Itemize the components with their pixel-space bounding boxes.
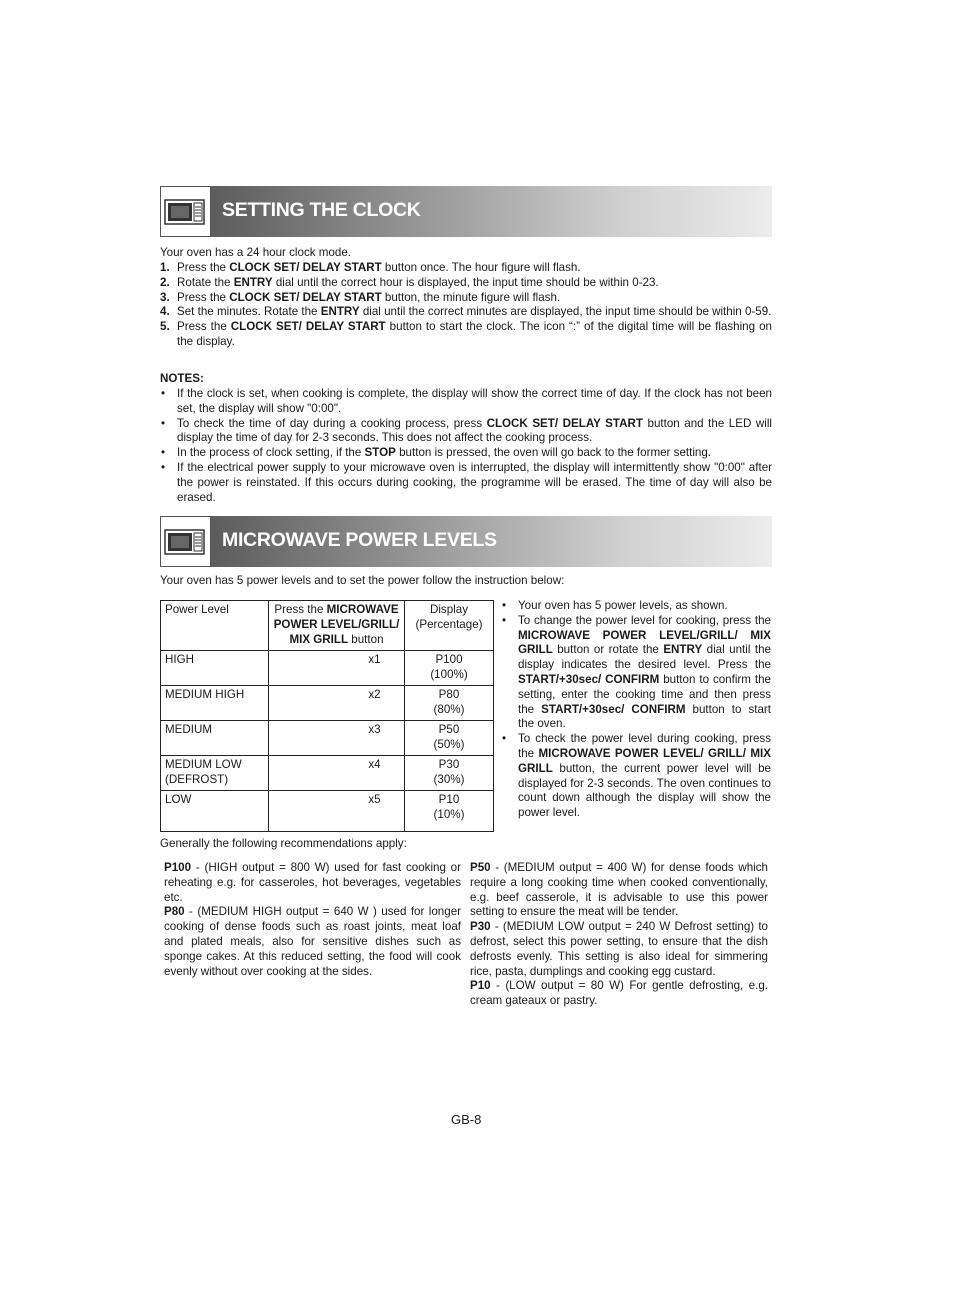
- notes-title: NOTES:: [160, 372, 204, 385]
- step-bold: ENTRY: [233, 275, 273, 289]
- table-row: [161, 686, 494, 721]
- section-header-clock: [160, 186, 772, 237]
- bullet-icon: •: [161, 387, 166, 400]
- rec-text: - (HIGH output = 800 W) used for fast cooking or reheating e.g. for casseroles, hot beverages, vegetables etc.: [164, 861, 461, 904]
- list-item: [160, 461, 772, 505]
- press-cell: x1: [269, 651, 405, 686]
- step-bold: ENTRY: [320, 305, 360, 319]
- display-pct: (100%): [430, 667, 468, 681]
- bullet-bold: MICROWAVE POWER LEVEL/GRILL/ MIX GRILL: [518, 628, 771, 657]
- note-text: To check the time of day during a cooking process, press: [177, 416, 487, 430]
- rec-code: P80: [164, 905, 185, 919]
- rec-text: - (MEDIUM HIGH output = 640 W ) used for longer cooking of dense foods such as roast joints, meat loaf and plated meals, also for sensitive dishes such as sponge cakes. At this reduced setting, the food will cook evenly without over cooking at the sides.: [164, 905, 461, 978]
- page-number: GB-8: [451, 1112, 482, 1127]
- display-code: P30: [438, 758, 460, 771]
- list-item: [160, 305, 772, 320]
- note-bold: STOP: [364, 446, 396, 460]
- recommendation: [164, 861, 461, 905]
- level-cell: MEDIUM HIGH: [161, 686, 269, 721]
- display-pct: (80%): [433, 702, 465, 716]
- note-text: If the clock is set, when cooking is complete, the display will show the correct time of day. If the clock has not been set, the display will show "0:00".: [177, 387, 772, 415]
- bullet-bold: MICROWAVE POWER LEVEL/ GRILL/ MIX GRILL: [518, 746, 771, 775]
- step-text: button once. The hour figure will flash.: [381, 261, 581, 274]
- level-cell: LOW: [161, 791, 269, 832]
- microwave-icon: [160, 186, 211, 237]
- display-cell: [405, 651, 494, 686]
- recommendations-intro: Generally the following recommendations apply:: [160, 837, 407, 850]
- clock-intro: Your oven has a 24 hour clock mode.: [160, 246, 351, 259]
- rec-text: - (MEDIUM LOW output = 240 W Defrost setting) to defrost, select this power setting, to ensure that the dish defrosts evenly. This setting is also ideal for simmering rice, pasta, dumplings and cooking egg custard.: [470, 920, 768, 978]
- table-row: [161, 756, 494, 791]
- step-text: Press the: [177, 261, 230, 274]
- step-text: Set the minutes. Rotate the: [177, 305, 321, 319]
- list-item: [501, 614, 771, 732]
- note-text: button is pressed, the oven will go back to the former setting.: [395, 446, 712, 460]
- bullet-icon: •: [161, 460, 166, 474]
- recommendation: [470, 861, 768, 920]
- step-number: 4.: [160, 305, 170, 319]
- step-text: Press the: [177, 290, 230, 304]
- note-text: button and the LED will display the time of day for 2-3 seconds. This does not affect the cooking process.: [177, 416, 772, 445]
- display-pct: (50%): [433, 737, 465, 751]
- clock-steps: [160, 261, 772, 350]
- rec-code: P10: [470, 979, 491, 993]
- bullet-text: button to confirm the setting, enter the cooking time and then press the: [518, 672, 771, 716]
- step-text: button to start the clock. The icon “:” of the digital time will be flashing on the display.: [177, 320, 772, 348]
- display-code: P80: [438, 688, 460, 701]
- header-cell: [269, 601, 405, 651]
- header-text: button: [348, 632, 384, 646]
- recommendations-right: [470, 861, 768, 1009]
- list-item: [160, 261, 772, 276]
- bullet-text: Your oven has 5 power levels, as shown.: [518, 599, 728, 612]
- rec-text: - (LOW output = 80 W) For gentle defrosting, e.g. cream gateaux or pastry.: [470, 979, 768, 1008]
- step-number: 3.: [160, 290, 170, 304]
- bullet-text: button, the current power level will be displayed for 2-3 seconds. The oven continues to count down although the display will show the power level.: [518, 761, 771, 820]
- display-code: P50: [438, 723, 460, 736]
- display-code: P10: [438, 793, 460, 806]
- press-cell: x5: [269, 791, 405, 832]
- press-cell: x3: [269, 721, 405, 756]
- power-table: [160, 600, 494, 832]
- display-cell: [405, 721, 494, 756]
- table-row: [161, 791, 494, 832]
- bullet-icon: •: [502, 599, 507, 612]
- header-bold: MICROWAVE POWER LEVEL/GRILL/ MIX GRILL: [273, 603, 400, 646]
- step-number: 2.: [160, 275, 170, 289]
- section-header-power: [160, 516, 772, 567]
- bullet-bold: START/+30sec/ CONFIRM: [541, 702, 686, 716]
- recommendation: [470, 979, 768, 1009]
- press-cell: x4: [269, 756, 405, 791]
- bullet-bold: ENTRY: [663, 643, 703, 657]
- step-bold: CLOCK SET/ DELAY START: [230, 320, 386, 334]
- step-number: 1.: [160, 261, 170, 274]
- step-bold: CLOCK SET/ DELAY START: [229, 261, 382, 274]
- rec-code: P30: [470, 920, 491, 934]
- list-item: [160, 291, 772, 306]
- bullet-icon: •: [161, 446, 166, 460]
- rec-code: P50: [470, 861, 491, 874]
- display-pct: (30%): [433, 772, 465, 786]
- step-bold: CLOCK SET/ DELAY START: [229, 290, 382, 304]
- step-text: Rotate the: [177, 275, 234, 289]
- header-cell: Power Level: [161, 601, 269, 651]
- list-item: [160, 417, 772, 447]
- bullet-text: dial until the display indicates the desired level. Press the: [518, 643, 771, 672]
- microwave-icon: [160, 516, 211, 567]
- table-row: [161, 721, 494, 756]
- level-cell: MEDIUM: [161, 721, 269, 756]
- list-item: [501, 599, 771, 614]
- header-text: Press the: [274, 603, 327, 616]
- display-cell: [405, 756, 494, 791]
- list-item: [160, 387, 772, 417]
- press-cell: x2: [269, 686, 405, 721]
- bullet-icon: •: [161, 416, 166, 430]
- header-cell: Display (Percentage): [405, 601, 494, 651]
- bullet-text: button or rotate the: [552, 643, 664, 657]
- bullet-text: To check the power level during cooking, press the: [518, 732, 771, 760]
- step-text: dial until the correct minutes are displayed, the input time should be within 0-59.: [359, 305, 772, 319]
- note-text: In the process of clock setting, if the: [177, 446, 365, 460]
- step-text: button, the minute figure will flash.: [381, 290, 561, 304]
- recommendation: [164, 905, 461, 979]
- recommendations-left: [164, 861, 461, 979]
- display-code: P100: [435, 653, 463, 666]
- display-cell: [405, 686, 494, 721]
- clock-notes: [160, 387, 772, 505]
- bullet-text: To change the power level for cooking, press the: [518, 613, 771, 627]
- section-title: SETTING THE CLOCK: [222, 199, 421, 221]
- list-item: [160, 276, 772, 291]
- list-item: [160, 320, 772, 350]
- table-header-row: [161, 601, 494, 651]
- step-text: Press the: [177, 320, 231, 334]
- level-cell: MEDIUM LOW (DEFROST): [161, 756, 269, 791]
- bullet-icon: •: [502, 613, 507, 627]
- power-intro: Your oven has 5 power levels and to set the power follow the instruction below:: [160, 574, 565, 587]
- bullet-icon: •: [502, 732, 507, 746]
- rec-code: P100: [164, 861, 192, 874]
- note-text: If the electrical power supply to your microwave oven is interrupted, the display will intermittently show "0:00" after the power is reinstated. If this occurs during cooking, the programme will be erased. The time of day will also be erased.: [177, 460, 772, 504]
- table-row: [161, 651, 494, 686]
- display-pct: (10%): [433, 807, 465, 821]
- display-cell: [405, 791, 494, 832]
- rec-text: - (MEDIUM output = 400 W) for dense foods which require a long cooking time when cooked conventionally, e.g. beef casserole, it is advisable to use this power setting to ensure the meat will be tender.: [470, 861, 768, 919]
- note-bold: CLOCK SET/ DELAY START: [486, 416, 643, 430]
- bullet-text: button to start the oven.: [518, 702, 771, 731]
- list-item: [160, 446, 772, 461]
- list-item: [501, 732, 771, 821]
- step-text: dial until the correct hour is displayed, the input time should be within 0-23.: [272, 275, 659, 289]
- recommendation: [470, 920, 768, 979]
- bullet-bold: START/+30sec/ CONFIRM: [518, 672, 660, 686]
- power-bullets: [501, 599, 771, 821]
- step-number: 5.: [160, 320, 170, 334]
- section-title: MICROWAVE POWER LEVELS: [222, 529, 497, 551]
- level-cell: HIGH: [161, 651, 269, 686]
